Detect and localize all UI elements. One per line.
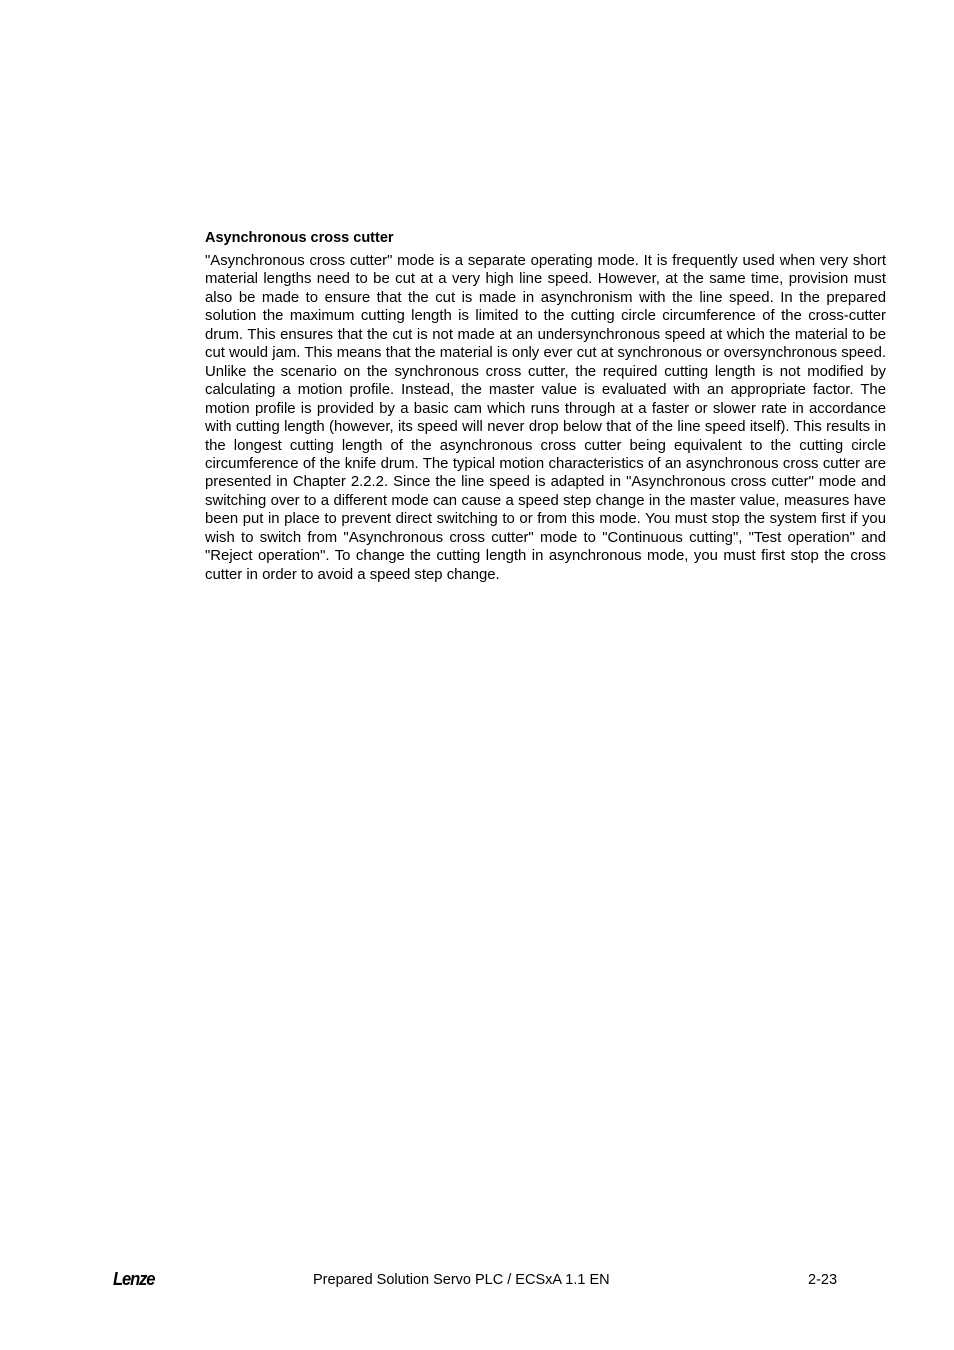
section-heading: Asynchronous cross cutter [205,230,394,246]
footer-document-title: Prepared Solution Servo PLC / ECSxA 1.1 EN [313,1272,610,1288]
brand-logo: Lenze [113,1269,155,1289]
page-number: 2-23 [808,1272,838,1288]
body-paragraph: "Asynchronous cross cutter" mode is a separate operating mode. It is frequently used when very short material lengths need to be cut at a very high line speed. However, at the same time, provision must also be made to ensure that the cut is made in asynchronism with the line speed. In the prepared solution the maximum cutting length is limited to the cutting circle circumference of the cross-cutter drum. This ensures that the cut is not made at an undersynchronous speed at which the material to be cut would jam. This means that the material is only ever cut at synchronous or oversynchronous speed. Unlike the scenario on the synchronous cross cutter, the required cutting length is not modified by calculating a motion profile. Instead, the master value is evaluated with an appropriate factor. The motion profile is provided by a basic cam which runs through at a faster or slower rate in accordance with cutting length (however, its speed will never drop below that of the line speed itself). This results in the longest cutting length of the asynchronous cross cutter being equivalent to the cutting circle circumference of the knife drum. The typical motion characteristics of an asynchronous cross cutter are presented in Chapter 2.2.2. Since the line speed is adapted in "Asynchronous cross cutter" mode and switching over to a different mode can cause a speed step change in the master value, measures have been put in place to prevent direct switching to or from this mode. You must stop the system first if you wish to switch from "Asynchronous cross cutter" mode to "Continuous cutting", "Test operation" and "Reject operation". To change the cutting length in asynchronous mode, you must first stop the cross cutter in order to avoid a speed step change. [205,253,886,583]
